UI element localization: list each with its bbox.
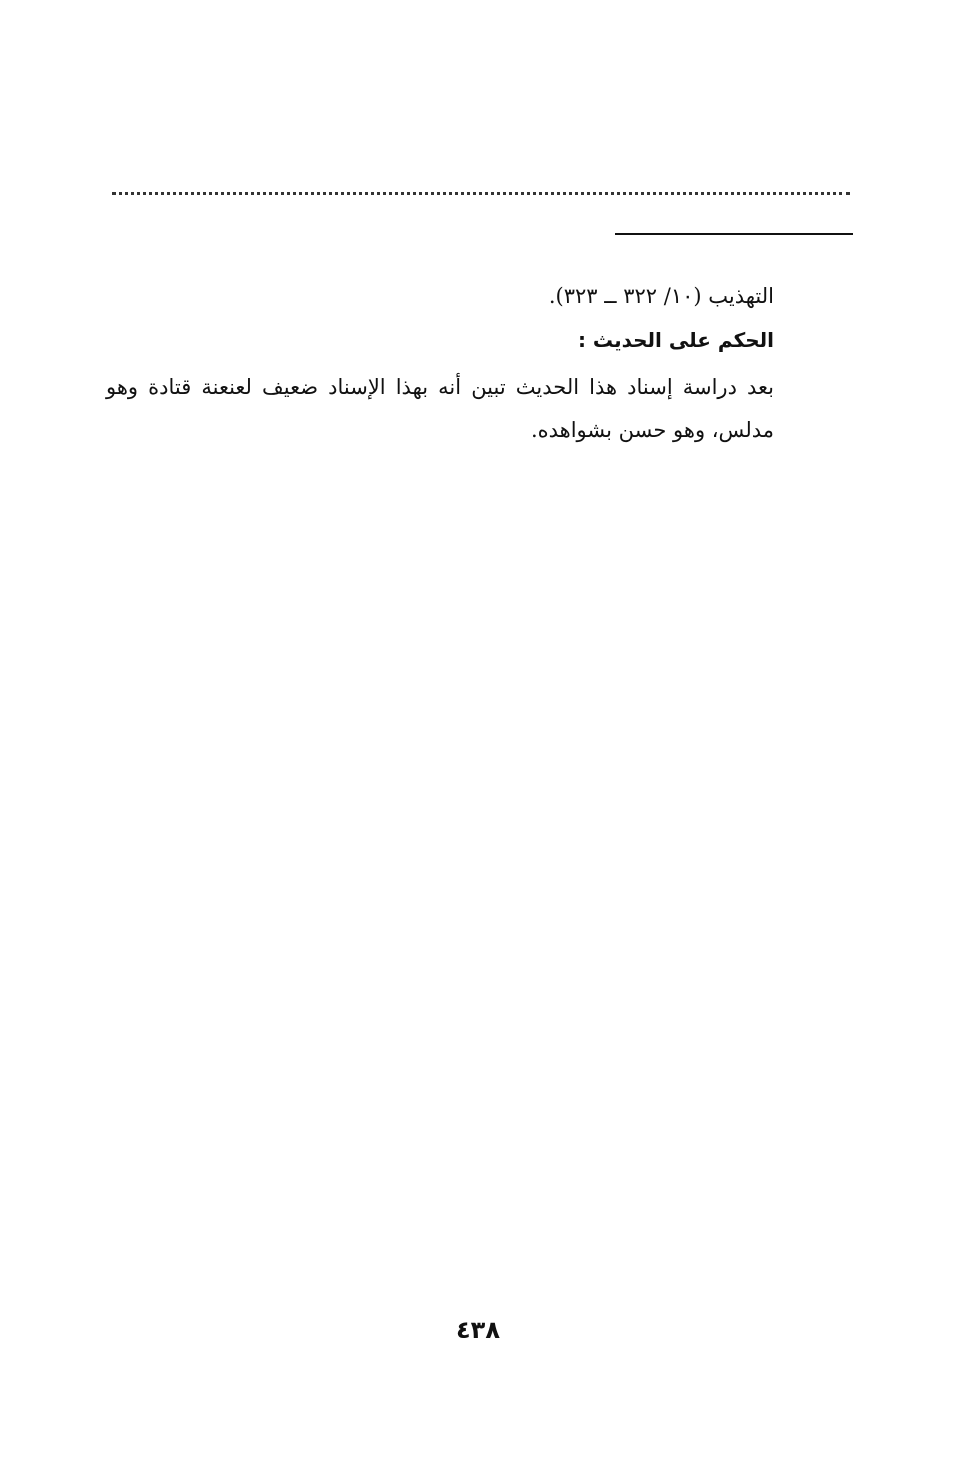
dotted-divider [112, 192, 850, 195]
ruling-paragraph: بعد دراسة إسناد هذا الحديث تبين أنه بهذا الإسناد ضعيف لعنعنة قتادة وهو مدلس، وهو حسن بشواهده. [106, 375, 774, 442]
reference-citation: التهذيب (١٠/ ٣٢٢ ــ ٣٢٣). [548, 284, 774, 308]
footnote-separator-line [615, 233, 853, 235]
page-number: ٤٣٨ [456, 1316, 500, 1344]
section-heading: الحكم على الحديث : [577, 328, 774, 352]
